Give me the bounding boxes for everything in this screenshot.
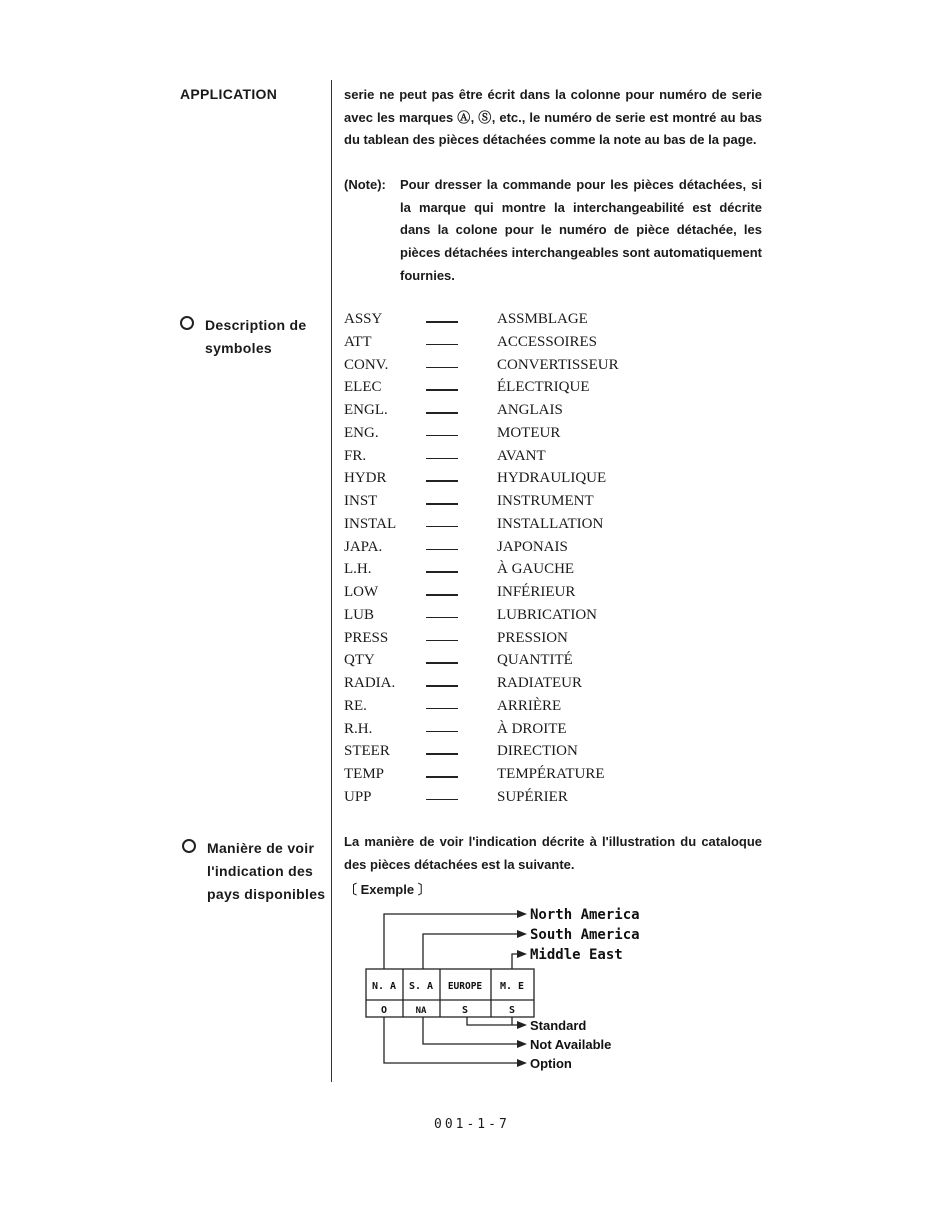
symbol-meaning: SUPÉRIER [497,788,568,805]
option-label: Option [530,1056,572,1071]
symbols-heading-line1: Description de [205,317,307,333]
symbol-abbreviation: ASSY [344,311,383,327]
arrow-right-icon [517,1040,527,1048]
countries-heading-line1: Manière de voir [207,840,315,856]
region-value-me: S [508,1005,516,1016]
not-available-leader-line [423,1017,517,1044]
symbol-dash [426,389,458,391]
south-america-leader-line [423,934,517,969]
symbol-dash [426,753,458,755]
symbol-dash [426,708,458,710]
arrow-right-icon [517,1059,527,1067]
south-america-label: South America [530,927,640,943]
symbol-dash [426,344,458,346]
region-value-na: O [380,1005,388,1016]
symbol-meaning: CONVERTISSEUR [497,356,619,373]
symbol-meaning: MOTEUR [497,424,561,441]
symbol-meaning: ANGLAIS [497,402,563,418]
note-text: Pour dresser la commande pour les pièces détachées, si la marque qui montre la interchangeabilité est décrite dans la colone pour le numéro de pièce détachée, les pièces détachées interchangeables sont automatiquement fournies. [400,177,762,283]
symbol-abbreviation: LOW [344,584,379,600]
symbol-meaning: À DROITE [497,720,567,737]
symbol-abbreviation: LUB [344,606,374,623]
middle-east-label: Middle East [530,947,623,963]
middle-east-leader-line [512,954,517,969]
region-value-europe: S [461,1005,469,1016]
column-divider [331,80,332,1082]
symbol-abbreviation: CONV. [344,356,389,373]
symbol-dash [426,526,458,528]
symbol-meaning: RADIATEUR [497,675,582,691]
note-label: (Note): [344,177,386,192]
countries-heading-line3: pays disponibles [207,886,326,902]
symbols-heading-line2: symboles [205,339,272,356]
symbol-meaning: ASSMBLAGE [497,311,588,327]
symbol-meaning: À GAUCHE [497,561,575,578]
symbol-abbreviation: HYDR [344,470,387,487]
symbol-abbreviation: TEMP [344,766,385,782]
symbol-abbreviation: RE. [344,697,367,714]
region-value-sa: NA [415,1006,427,1016]
symbol-dash [426,799,458,801]
north-america-leader-line [384,914,517,969]
example-label: 〔 Exemple 〕 [344,882,431,897]
symbol-abbreviation: FR. [344,447,367,464]
symbol-meaning: JAPONAIS [497,538,568,555]
availability-diagram [355,900,655,1080]
countries-heading [207,837,325,906]
symbol-dash [426,480,458,482]
symbol-meaning: LUBRICATION [497,606,597,623]
symbol-dash [426,731,458,733]
symbol-meaning: AVANT [497,447,546,464]
symbol-meaning: ACCESSOIRES [497,333,598,350]
symbols-heading [205,314,306,359]
symbol-meaning: INSTRUMENT [497,493,594,509]
symbol-dash [426,412,458,414]
arrow-right-icon [517,950,527,958]
symbol-dash [426,503,458,505]
symbol-meaning: INFÉRIEUR [497,584,576,600]
symbol-dash [426,685,458,687]
bullet-circle-icon [180,316,194,330]
region-header-sa: S. A [408,981,434,992]
symbol-abbreviation: STEER [344,743,390,760]
symbol-abbreviation: UPP [344,788,372,805]
arrow-right-icon [517,1021,527,1029]
symbol-abbreviation: ENGL. [344,402,388,418]
symbol-dash [426,640,458,642]
symbol-meaning: PRESSION [497,629,568,646]
countries-heading-line2: l'indication des [207,863,314,879]
symbol-dash [426,617,458,619]
countries-paragraph: La manière de voir l'indication décrite à l'illustration du cataloque des pièces détachées est la suivante. [344,834,762,872]
symbol-meaning: INSTALLATION [497,515,604,532]
symbol-abbreviation: JAPA. [344,538,383,555]
symbol-abbreviation: R.H. [344,720,373,737]
standard-label: Standard [530,1018,587,1033]
symbol-dash [426,458,458,460]
page-number: 001-1-7 [434,1117,510,1132]
symbol-dash [426,435,458,437]
region-header-europe: EUROPE [447,981,483,992]
symbol-dash [426,594,458,596]
bullet-circle-icon [182,839,196,853]
symbol-meaning: QUANTITÉ [497,652,573,669]
north-america-label: North America [530,907,640,923]
symbol-abbreviation: INST [344,493,378,509]
symbol-abbreviation: ATT [344,333,372,350]
symbol-meaning: ARRIÈRE [497,697,562,714]
symbol-meaning: HYDRAULIQUE [497,470,607,487]
symbol-dash [426,367,458,369]
application-heading: APPLICATION [180,86,278,102]
symbol-meaning: TEMPÉRATURE [497,766,605,782]
symbol-abbreviation: L.H. [344,561,372,578]
arrow-right-icon [517,930,527,938]
symbol-meaning: DIRECTION [497,743,578,760]
standard-leader-line [467,1017,517,1025]
symbol-abbreviation: PRESS [344,629,389,646]
arrow-right-icon [517,910,527,918]
not-available-label: Not Available [530,1037,612,1052]
option-leader-line [384,1017,517,1063]
symbol-dash [426,549,458,551]
symbol-dash [426,662,458,664]
symbol-abbreviation: ELEC [344,379,382,396]
symbol-meaning: ÉLECTRIQUE [497,379,590,396]
region-header-me: M. E [499,981,525,992]
symbol-abbreviation: QTY [344,652,375,669]
symbol-abbreviation: RADIA. [344,675,396,691]
symbol-dash [426,776,458,778]
region-header-na: N. A [371,981,397,992]
symbol-abbreviation: INSTAL [344,515,397,532]
intro-paragraph: serie ne peut pas être écrit dans la colonne pour numéro de serie avec les marques Ⓐ, Ⓢ, etc., le numéro de serie est montré au bas du tablean des pièces détachées comme la note au bas de la page. [344,87,762,147]
symbol-abbreviation: ENG. [344,424,379,441]
symbol-dash [426,321,458,323]
symbol-dash [426,571,458,573]
